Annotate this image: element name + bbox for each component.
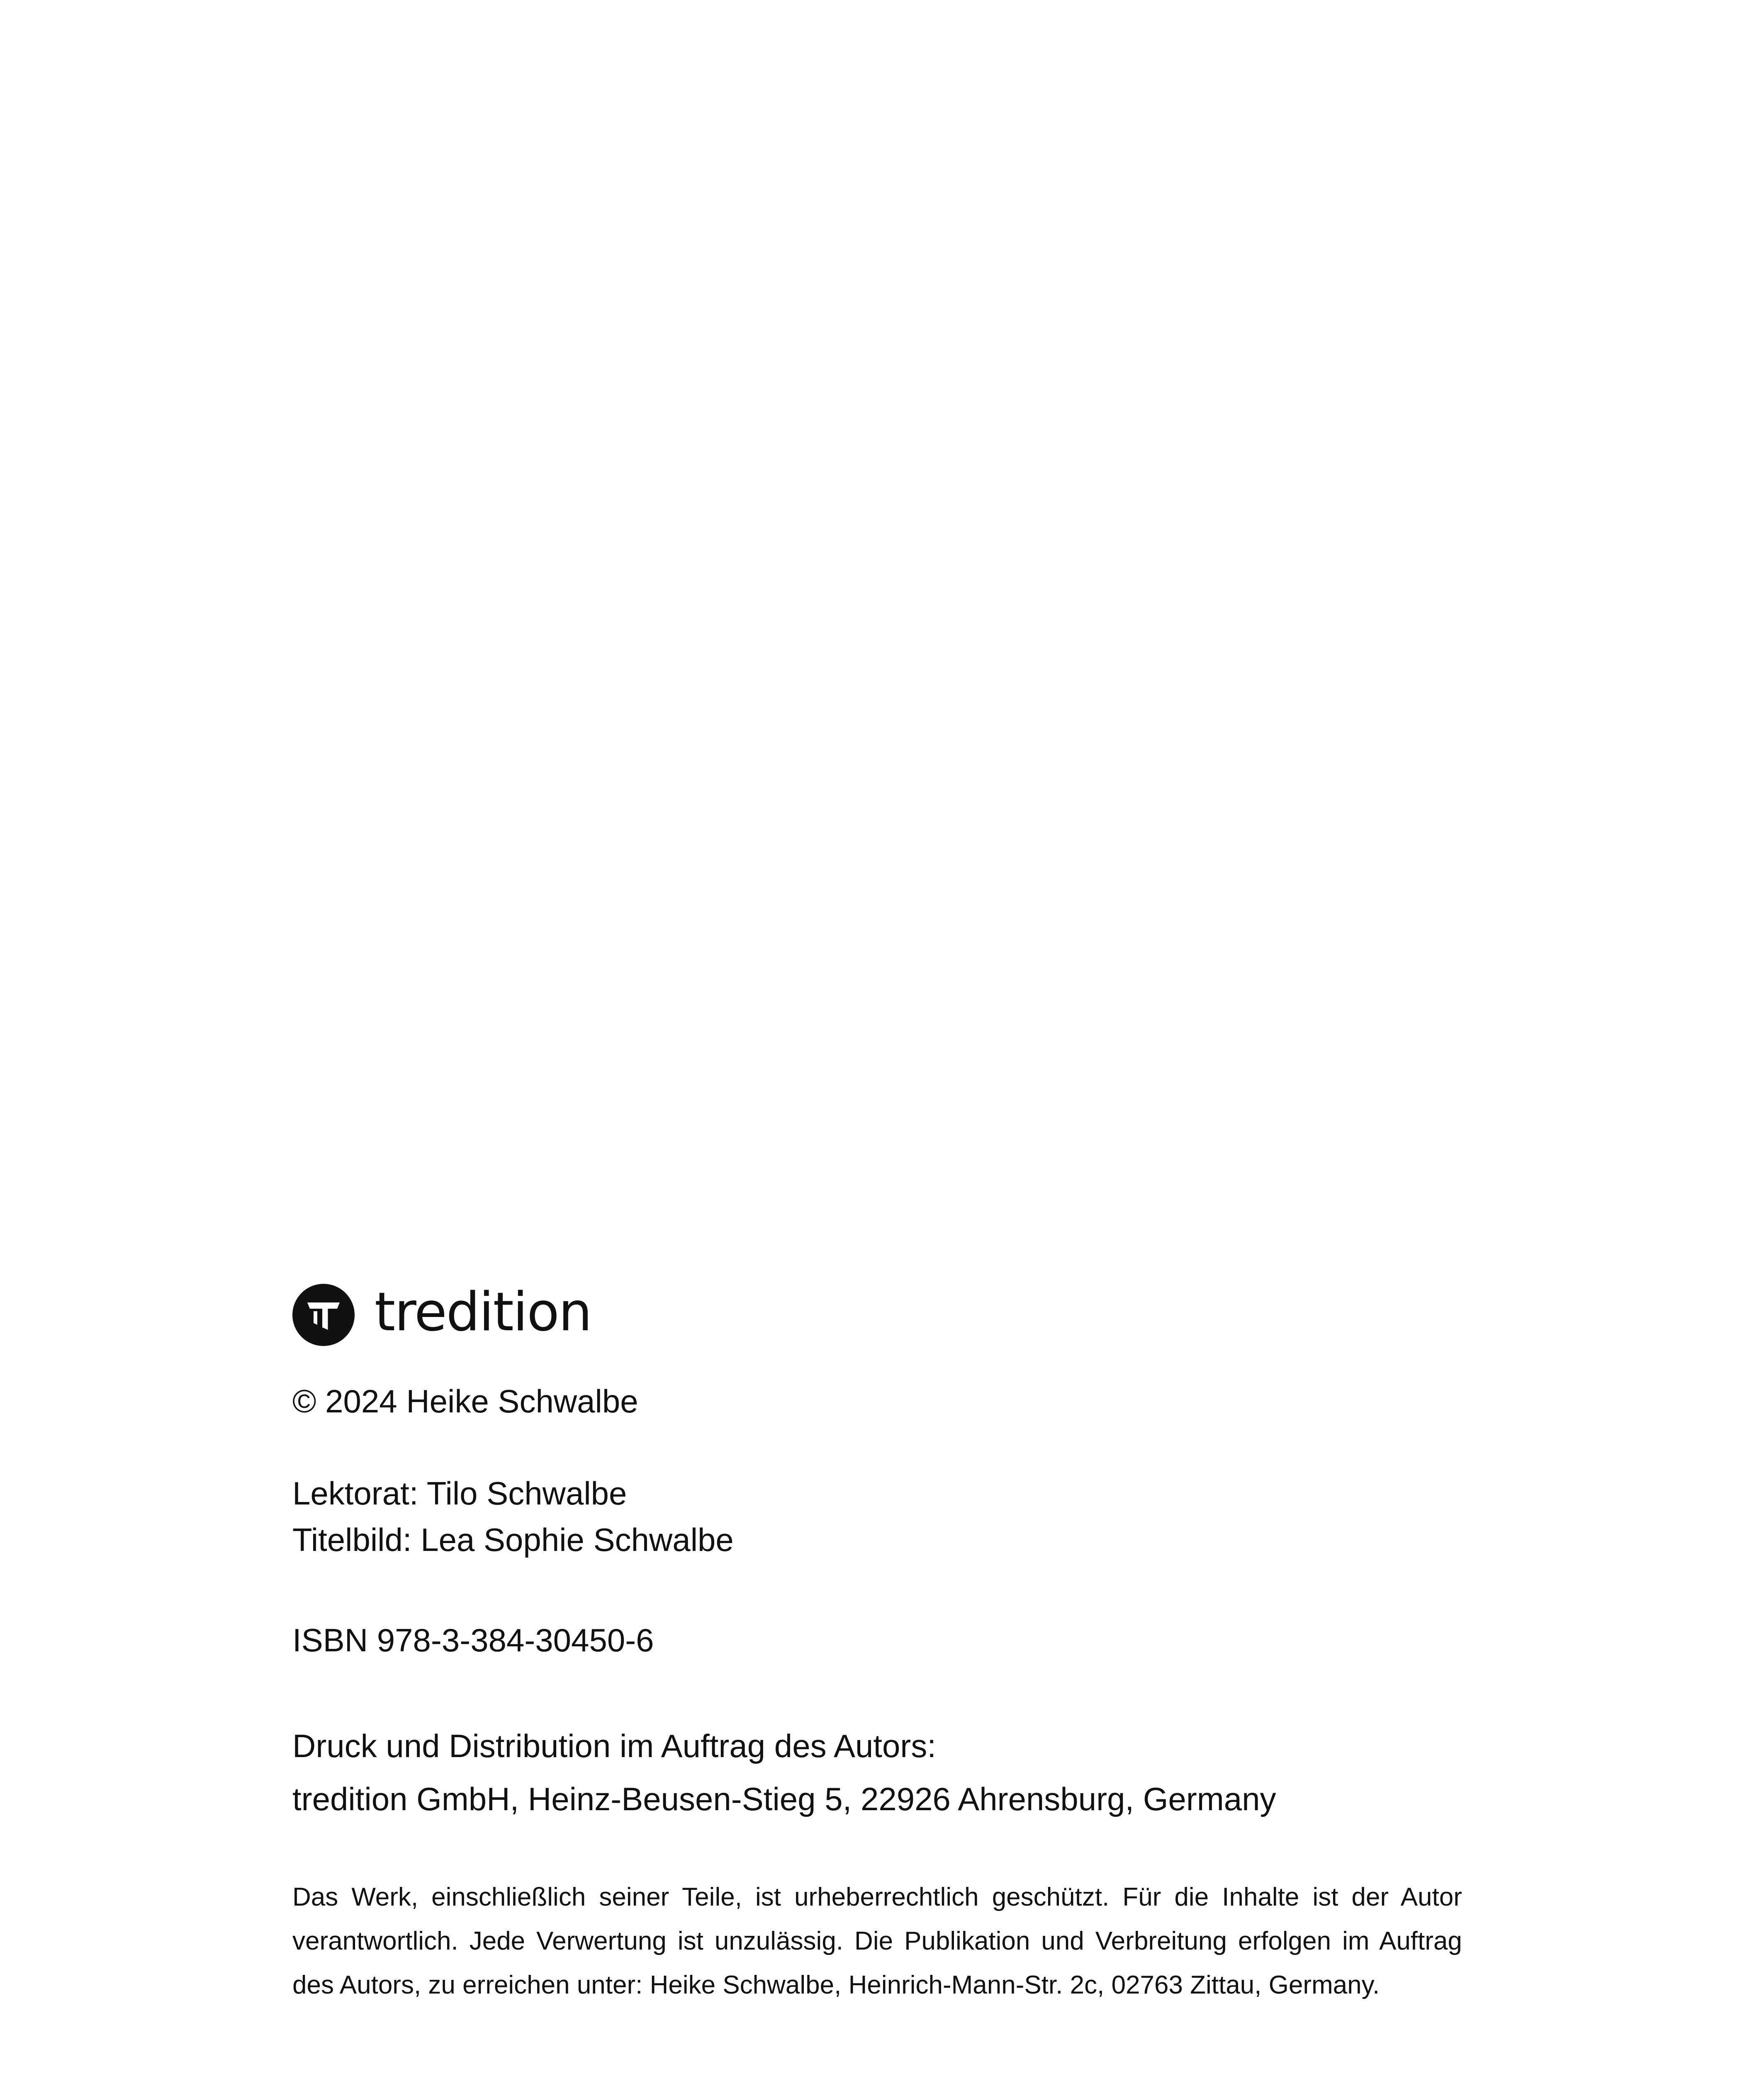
credit-cover-image: Titelbild: Lea Sophie Schwalbe: [292, 1521, 734, 1558]
distribution-line-2: tredition GmbH, Heinz-Beusen-Stieg 5, 22926 Ahrensburg, Germany: [292, 1781, 1276, 1817]
publisher-name: tredition: [375, 1281, 591, 1343]
distribution-line-1: Druck und Distribution im Auftrag des Autors:: [292, 1728, 937, 1764]
isbn-line: ISBN 978-3-384-30450-6: [292, 1622, 654, 1658]
copyright-line: © 2024 Heike Schwalbe: [292, 1383, 638, 1419]
legal-notice: Das Werk, einschließlich seiner Teile, ist urheberrechtlich geschützt. Für die Inhalte ist der Autor verantwortlich. Jede Verwertung ist unzulässig. Die Publikation und Verbreitung erfolgen im Auftrag des Autors, zu erreichen unter: Heike Schwalbe, Heinrich-Mann-Str. 2c, 02763 Zittau, Germany.: [292, 1883, 1462, 1999]
publisher-logo: [292, 1282, 1462, 1348]
imprint-block: [292, 1282, 1462, 2033]
credit-editor: Lektorat: Tilo Schwalbe: [292, 1475, 627, 1512]
tredition-logo-icon: [292, 1284, 355, 1346]
